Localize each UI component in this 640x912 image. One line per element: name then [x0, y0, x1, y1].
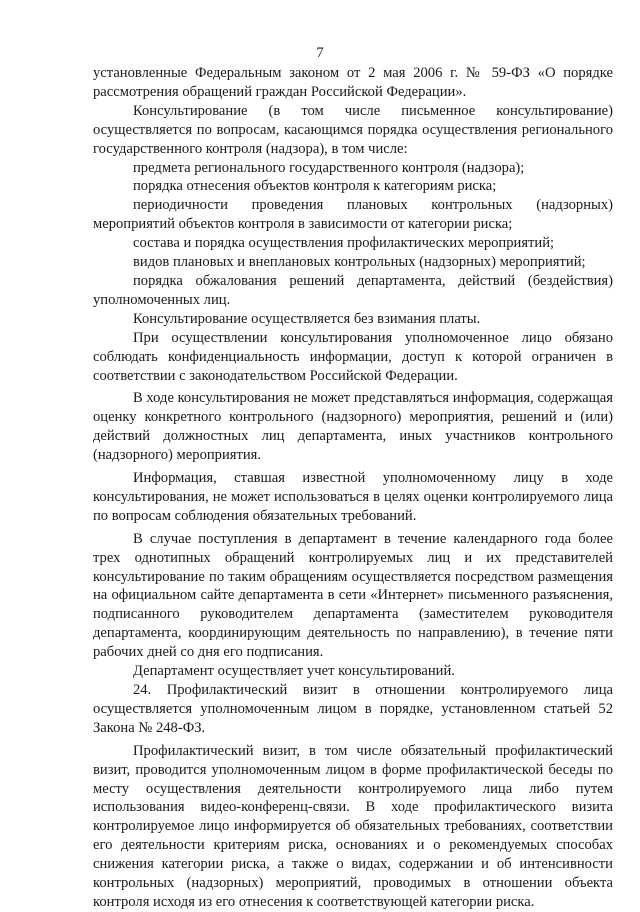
paragraph: Консультирование (в том числе письменное консультирование) осуществляется по вопросам, касающимся порядка осуществления регионального государственного контроля (надзора), в том числе:	[93, 102, 613, 157]
paragraph: В случае поступления в департамент в течение календарного года более трех однотипных обращений контролируемых лиц и их представителей консультирование по таким обращениям осуществляется посредством размещения на официальном сайте департамента в сети «Интернет» письменного разъяснения, подписанного руководителем департамента (заместителем руководителя департамента, координирующим деятельность по направлению), в течение пяти рабочих дней со дня его подписания.	[93, 530, 613, 661]
paragraph: предмета регионального государственного контроля (надзора);	[133, 159, 525, 176]
paragraph: периодичности проведения плановых контрольных (надзорных) мероприятий объектов контроля в зависимости от категории риска;	[93, 197, 613, 233]
paragraph: порядка отнесения объектов контроля к категориям риска;	[133, 178, 497, 195]
paragraph: 24. Профилактический визит в отношении контролируемого лица осуществляется уполномоченным лицом в порядке, установленном статьей 52 Закона № 248-ФЗ.	[93, 682, 613, 736]
paragraph: Информация, ставшая известной уполномоченному лицу в ходе консультирования, не может использоваться в целях оценки контролируемого лица по вопросам соблюдения обязательных требований.	[93, 470, 613, 524]
paragraph: установленные Федеральным законом от 2 мая 2006 г. № 59-ФЗ «О порядке рассмотрения обращений граждан Российской Федерации».	[93, 65, 613, 100]
paragraph: Консультирование осуществляется без взимания платы.	[133, 310, 481, 327]
paragraph: порядка обжалования решений департамента, действий (бездействия) уполномоченных лиц.	[93, 272, 613, 308]
paragraph: В ходе консультирования не может представляться информация, содержащая оценку конкретного контрольного (надзорного) мероприятия, решений и (или) действий должностных лиц департамента, иных участников контрольного (надзорного) мероприятия.	[93, 390, 613, 464]
paragraph: Профилактический визит, в том числе обязательный профилактический визит, проводится уполномоченным лицом в форме профилактической беседы по месту осуществления деятельности контролируемого лица либо путем использования видео-конференц-связи. В ходе профилактического визита контролируемое лицо информируется об обязательных требованиях, соответствии его деятельности критериям риска, основаниях и о рекомендуемых способах снижения категории риска, а также о видах, содержании и об интенсивности контрольных (надзорных) мероприятий, проводимых в отношении объекта контроля исходя из его отнесения к соответствующей категории риска.	[93, 742, 613, 910]
paragraph: При осуществлении консультирования уполномоченное лицо обязано соблюдать конфиденциальность информации, доступ к которой ограничен в соответствии с законодательством Российской Федерации.	[93, 329, 613, 384]
paragraph: состава и порядка осуществления профилактических мероприятий;	[133, 235, 555, 252]
document-body	[93, 64, 613, 912]
paragraph: видов плановых и внеплановых контрольных (надзорных) мероприятий;	[133, 254, 586, 271]
paragraph: Департамент осуществляет учет консультирований.	[133, 663, 455, 680]
page-number: 7	[316, 45, 324, 61]
